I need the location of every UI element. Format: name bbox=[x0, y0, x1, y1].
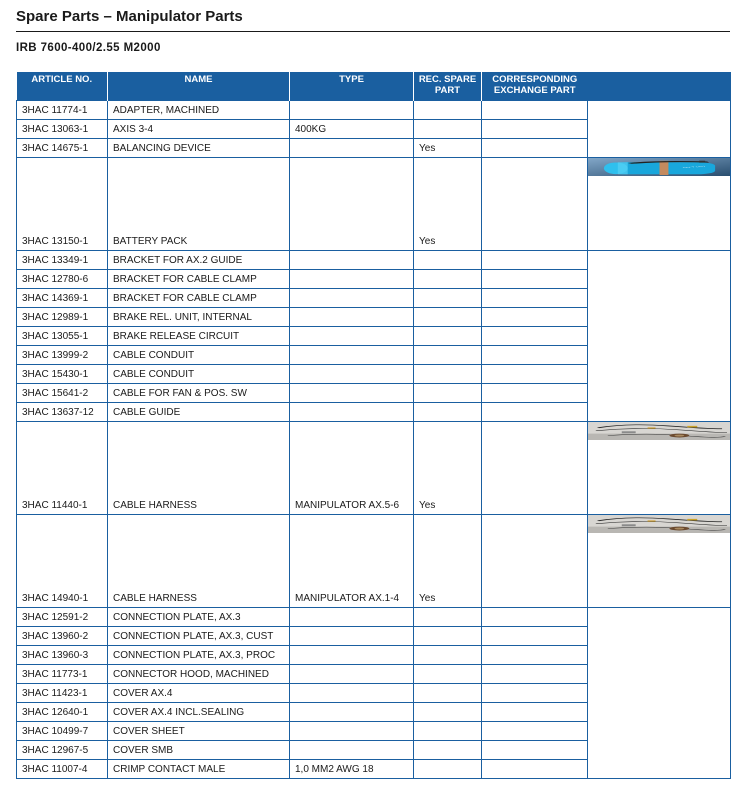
type-cell: MANIPULATOR AX.5-6 bbox=[290, 422, 414, 515]
table-row bbox=[17, 101, 731, 120]
type-cell bbox=[290, 703, 414, 722]
article-no-cell: 3HAC 13349-1 bbox=[17, 251, 108, 270]
rec-spare-part-cell bbox=[414, 365, 482, 384]
article-no-cell: 3HAC 11007-4 bbox=[17, 760, 108, 779]
article-no-cell: 3HAC 11423-1 bbox=[17, 684, 108, 703]
article-no-cell: 3HAC 10499-7 bbox=[17, 722, 108, 741]
exchange-part-cell bbox=[482, 327, 588, 346]
exchange-part-cell bbox=[482, 646, 588, 665]
header-image-column bbox=[588, 72, 731, 101]
article-no-cell: 3HAC 13999-2 bbox=[17, 346, 108, 365]
part-name-cell: CONNECTION PLATE, AX.3 bbox=[108, 608, 290, 627]
part-name-cell: AXIS 3-4 bbox=[108, 120, 290, 139]
exchange-part-cell bbox=[482, 120, 588, 139]
rec-spare-part-cell bbox=[414, 684, 482, 703]
type-cell bbox=[290, 158, 414, 251]
part-name-cell: CONNECTION PLATE, AX.3, PROC bbox=[108, 646, 290, 665]
rec-spare-part-cell bbox=[414, 289, 482, 308]
header-type: TYPE bbox=[290, 72, 414, 101]
part-name-cell: CONNECTION PLATE, AX.3, CUST bbox=[108, 627, 290, 646]
rec-spare-part-cell bbox=[414, 308, 482, 327]
article-no-cell: 3HAC 13960-2 bbox=[17, 627, 108, 646]
exchange-part-cell bbox=[482, 608, 588, 627]
table-row bbox=[17, 251, 731, 270]
rec-spare-part-cell bbox=[414, 120, 482, 139]
type-cell bbox=[290, 101, 414, 120]
exchange-part-cell bbox=[482, 741, 588, 760]
cable-harness-photo bbox=[588, 515, 730, 533]
table-row bbox=[17, 608, 731, 627]
rec-spare-part-cell bbox=[414, 384, 482, 403]
part-name-cell: ADAPTER, MACHINED bbox=[108, 101, 290, 120]
type-cell bbox=[290, 741, 414, 760]
part-name-cell: COVER AX.4 bbox=[108, 684, 290, 703]
type-cell: 1,0 MM2 AWG 18 bbox=[290, 760, 414, 779]
rec-spare-part-cell bbox=[414, 101, 482, 120]
exchange-part-cell bbox=[482, 158, 588, 251]
exchange-part-cell bbox=[482, 289, 588, 308]
rec-spare-part-cell: Yes bbox=[414, 158, 482, 251]
exchange-part-cell bbox=[482, 403, 588, 422]
part-name-cell: BALANCING DEVICE bbox=[108, 139, 290, 158]
part-name-cell: BRACKET FOR CABLE CLAMP bbox=[108, 289, 290, 308]
title-divider bbox=[16, 31, 730, 32]
article-no-cell: 3HAC 13055-1 bbox=[17, 327, 108, 346]
article-no-cell: 3HAC 13960-3 bbox=[17, 646, 108, 665]
type-cell bbox=[290, 346, 414, 365]
type-cell: MANIPULATOR AX.1-4 bbox=[290, 515, 414, 608]
spare-parts-table bbox=[16, 72, 731, 779]
exchange-part-cell bbox=[482, 308, 588, 327]
article-no-cell: 3HAC 12640-1 bbox=[17, 703, 108, 722]
empty-photo-cell bbox=[588, 608, 731, 779]
exchange-part-cell bbox=[482, 684, 588, 703]
exchange-part-cell bbox=[482, 627, 588, 646]
rec-spare-part-cell bbox=[414, 646, 482, 665]
article-no-cell: 3HAC 14369-1 bbox=[17, 289, 108, 308]
part-name-cell: BRAKE REL. UNIT, INTERNAL bbox=[108, 308, 290, 327]
type-cell bbox=[290, 722, 414, 741]
rec-spare-part-cell bbox=[414, 760, 482, 779]
part-photo-cell bbox=[588, 158, 731, 251]
exchange-part-cell bbox=[482, 346, 588, 365]
article-no-cell: 3HAC 12989-1 bbox=[17, 308, 108, 327]
type-cell bbox=[290, 308, 414, 327]
article-no-cell: 3HAC 12967-5 bbox=[17, 741, 108, 760]
model-subtitle: IRB 7600-400/2.55 M2000 bbox=[16, 42, 161, 54]
part-name-cell: CABLE CONDUIT bbox=[108, 365, 290, 384]
rec-spare-part-cell bbox=[414, 608, 482, 627]
cable-harness-photo bbox=[588, 422, 730, 440]
exchange-part-cell bbox=[482, 760, 588, 779]
exchange-part-cell bbox=[482, 665, 588, 684]
article-no-cell: 3HAC 12780-6 bbox=[17, 270, 108, 289]
article-no-cell: 3HAC 11773-1 bbox=[17, 665, 108, 684]
rec-spare-part-cell bbox=[414, 722, 482, 741]
part-name-cell: CABLE HARNESS bbox=[108, 422, 290, 515]
exchange-part-cell bbox=[482, 722, 588, 741]
type-cell bbox=[290, 384, 414, 403]
type-cell bbox=[290, 608, 414, 627]
type-cell bbox=[290, 289, 414, 308]
page-title: Spare Parts – Manipulator Parts bbox=[16, 8, 243, 25]
rec-spare-part-cell bbox=[414, 346, 482, 365]
rec-spare-part-cell bbox=[414, 627, 482, 646]
type-cell: 400KG bbox=[290, 120, 414, 139]
type-cell bbox=[290, 251, 414, 270]
part-name-cell: CABLE CONDUIT bbox=[108, 346, 290, 365]
rec-spare-part-cell bbox=[414, 327, 482, 346]
empty-photo-cell bbox=[588, 251, 731, 422]
part-name-cell: CONNECTOR HOOD, MACHINED bbox=[108, 665, 290, 684]
part-name-cell: BRACKET FOR AX.2 GUIDE bbox=[108, 251, 290, 270]
article-no-cell: 3HAC 12591-2 bbox=[17, 608, 108, 627]
exchange-part-cell bbox=[482, 384, 588, 403]
rec-spare-part-cell bbox=[414, 741, 482, 760]
exchange-part-cell bbox=[482, 515, 588, 608]
rec-spare-part-cell bbox=[414, 665, 482, 684]
type-cell bbox=[290, 403, 414, 422]
article-no-cell: 3HAC 13150-1 bbox=[17, 158, 108, 251]
exchange-part-cell bbox=[482, 101, 588, 120]
type-cell bbox=[290, 327, 414, 346]
part-name-cell: CABLE GUIDE bbox=[108, 403, 290, 422]
exchange-part-cell bbox=[482, 703, 588, 722]
table-row bbox=[17, 422, 731, 515]
header-name: NAME bbox=[108, 72, 290, 101]
article-no-cell: 3HAC 13063-1 bbox=[17, 120, 108, 139]
part-name-cell: BATTERY PACK bbox=[108, 158, 290, 251]
part-name-cell: CRIMP CONTACT MALE bbox=[108, 760, 290, 779]
article-no-cell: 3HAC 15641-2 bbox=[17, 384, 108, 403]
exchange-part-cell bbox=[482, 139, 588, 158]
exchange-part-cell bbox=[482, 422, 588, 515]
part-name-cell: CABLE HARNESS bbox=[108, 515, 290, 608]
rec-spare-part-cell bbox=[414, 251, 482, 270]
rec-spare-part-cell bbox=[414, 703, 482, 722]
rec-spare-part-cell: Yes bbox=[414, 139, 482, 158]
type-cell bbox=[290, 270, 414, 289]
type-cell bbox=[290, 684, 414, 703]
empty-photo-cell bbox=[588, 101, 731, 158]
header-rec-spare-part: REC. SPARE PART bbox=[414, 72, 482, 101]
part-name-cell: BRACKET FOR CABLE CLAMP bbox=[108, 270, 290, 289]
exchange-part-cell bbox=[482, 251, 588, 270]
part-photo-cell bbox=[588, 422, 731, 515]
rec-spare-part-cell: Yes bbox=[414, 515, 482, 608]
type-cell bbox=[290, 139, 414, 158]
exchange-part-cell bbox=[482, 365, 588, 384]
rec-spare-part-cell: Yes bbox=[414, 422, 482, 515]
article-no-cell: 3HAC 11774-1 bbox=[17, 101, 108, 120]
battery-pack-photo bbox=[588, 158, 730, 176]
type-cell bbox=[290, 627, 414, 646]
table-row bbox=[17, 158, 731, 251]
part-name-cell: COVER AX.4 INCL.SEALING bbox=[108, 703, 290, 722]
part-name-cell: COVER SMB bbox=[108, 741, 290, 760]
article-no-cell: 3HAC 14940-1 bbox=[17, 515, 108, 608]
article-no-cell: 3HAC 11440-1 bbox=[17, 422, 108, 515]
type-cell bbox=[290, 365, 414, 384]
type-cell bbox=[290, 646, 414, 665]
part-name-cell: BRAKE RELEASE CIRCUIT bbox=[108, 327, 290, 346]
rec-spare-part-cell bbox=[414, 270, 482, 289]
part-photo-cell bbox=[588, 515, 731, 608]
article-no-cell: 3HAC 13637-12 bbox=[17, 403, 108, 422]
header-exchange-part: CORRESPONDING EXCHANGE PART bbox=[482, 72, 588, 101]
table-header-row bbox=[17, 72, 731, 101]
header-article-no: ARTICLE NO. bbox=[17, 72, 108, 101]
article-no-cell: 3HAC 14675-1 bbox=[17, 139, 108, 158]
part-name-cell: COVER SHEET bbox=[108, 722, 290, 741]
exchange-part-cell bbox=[482, 270, 588, 289]
svg-text:SAFT LSH: SAFT LSH bbox=[681, 165, 706, 169]
rec-spare-part-cell bbox=[414, 403, 482, 422]
part-name-cell: CABLE FOR FAN & POS. SW bbox=[108, 384, 290, 403]
table-row bbox=[17, 515, 731, 608]
article-no-cell: 3HAC 15430-1 bbox=[17, 365, 108, 384]
type-cell bbox=[290, 665, 414, 684]
